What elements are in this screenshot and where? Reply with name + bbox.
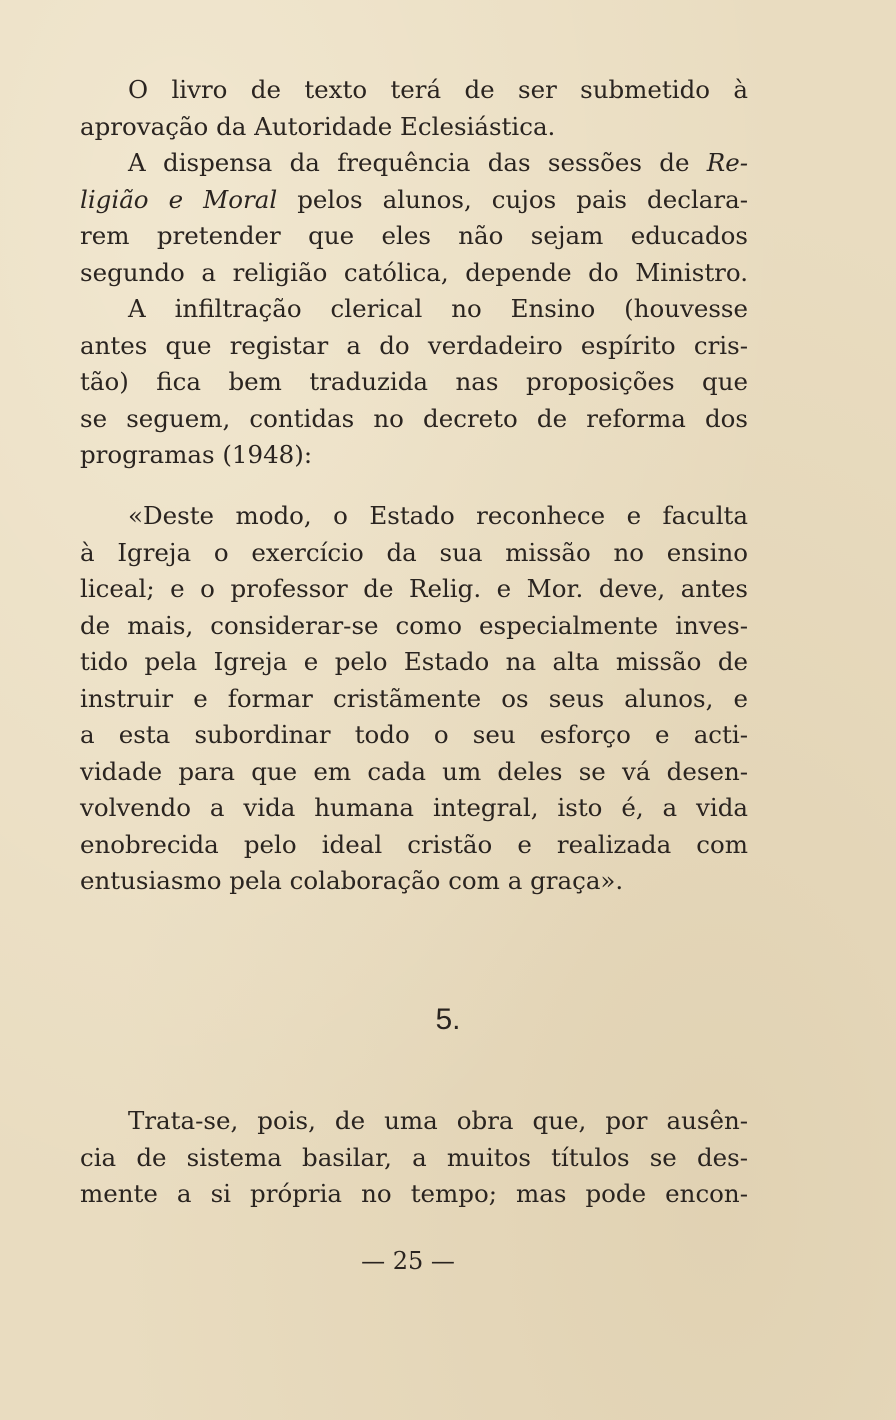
- top-text-block: [80, 72, 748, 474]
- quote-line: tido pela Igreja e pelo Estado na alta missão de: [80, 647, 748, 676]
- text-line: [80, 182, 748, 219]
- quote-line: liceal; e o professor de Relig. e Mor. deve, antes: [80, 574, 748, 603]
- quote-line: instruir e formar cristãmente os seus alunos, e: [80, 683, 748, 713]
- text-line: O livro de texto terá de ser submetido à: [128, 75, 748, 104]
- text-line: aprovação da Autoridade Eclesiástica.: [80, 111, 556, 141]
- text-line: tão) fica bem traduzida nas proposições que: [80, 367, 748, 396]
- text-line: antes que registar a do verdadeiro espírito cris-: [80, 330, 748, 360]
- quote-line: entusiasmo pela colaboração com a graça».: [80, 866, 624, 895]
- italic-text: Re-: [706, 148, 748, 177]
- quote-line: vidade para que em cada um deles se vá desen-: [80, 756, 748, 786]
- quotation-block: [80, 498, 748, 900]
- text-line: mente a si própria no tempo; mas pode encon-: [80, 1179, 748, 1208]
- text-span: pelos alunos, cujos pais declara-: [277, 184, 748, 214]
- text-line: Trata-se, pois, de uma obra que, por ausên-: [128, 1106, 748, 1135]
- quote-line: enobrecida pelo ideal cristão e realizada com: [80, 829, 748, 859]
- italic-text: ligião e Moral: [80, 184, 278, 214]
- quote-line: à Igreja o exercício da sua missão no ensino: [80, 537, 748, 567]
- text-line: cia de sistema basilar, a muitos títulos se des-: [80, 1142, 748, 1172]
- text-line: segundo a religião católica, depende do Ministro.: [80, 257, 748, 287]
- text-line: [80, 145, 748, 182]
- text-span: A dispensa da frequência das sessões de: [128, 148, 707, 177]
- quote-line: «Deste modo, o Estado reconhece e faculta: [128, 501, 748, 530]
- text-line: programas (1948):: [80, 440, 313, 469]
- quote-line: volvendo a vida humana integral, isto é, a vida: [80, 793, 748, 822]
- text-line: se seguem, contidas no decreto de reforma dos: [80, 403, 748, 433]
- section-number: 5.: [435, 1003, 461, 1036]
- page-number: — 25 —: [361, 1247, 455, 1275]
- bottom-text-block: [80, 1103, 748, 1213]
- quote-line: de mais, considerar-se como especialmente inves-: [80, 610, 748, 640]
- text-line: A infiltração clerical no Ensino (houvesse: [128, 294, 748, 323]
- text-line: rem pretender que eles não sejam educados: [80, 221, 748, 250]
- quote-line: a esta subordinar todo o seu esforço e acti-: [80, 720, 748, 749]
